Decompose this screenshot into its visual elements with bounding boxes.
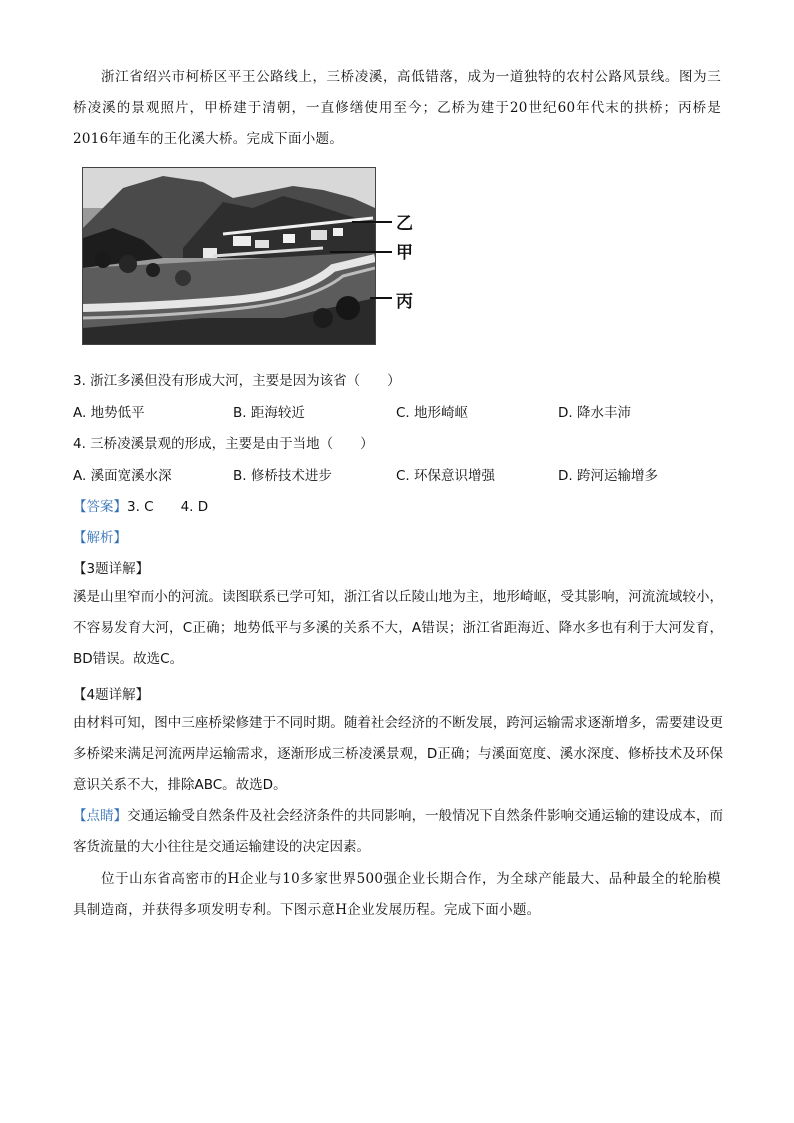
callout-label-bing: 丙	[396, 292, 413, 312]
callout-line-yi	[352, 221, 392, 223]
landscape-photo-art	[83, 168, 375, 344]
q3-option-d: D. 降水丰沛	[558, 405, 631, 421]
tip-text: 交通运输受自然条件及社会经济条件的共同影响，一般情况下自然条件影响交通运输的建设成本，而客货流量的大小往往是交通运输建设的决定因素。	[73, 808, 724, 855]
intro-passage-bridges	[73, 62, 721, 155]
tip-label: 【点睛】	[73, 808, 128, 824]
q3-option-c: C. 地形崎岖	[396, 405, 469, 421]
detail-4-label: 【4题详解】	[73, 687, 150, 703]
q4-option-a: A. 溪面宽溪水深	[73, 468, 172, 484]
callout-label-jia: 甲	[396, 243, 413, 263]
q4-option-d: D. 跨河运输增多	[558, 468, 658, 484]
q3-option-a: A. 地势低平	[73, 405, 145, 421]
q3-option-b: B. 距海较近	[233, 405, 305, 421]
callout-line-bing	[370, 297, 392, 299]
question-3-stem: 3. 浙江多溪但没有形成大河，主要是因为该省（ ）	[73, 373, 401, 389]
tip-paragraph	[73, 801, 723, 863]
callout-line-jia	[330, 251, 392, 253]
question-4-stem: 4. 三桥凌溪景观的形成，主要是由于当地（ ）	[73, 436, 374, 452]
q4-option-c: C. 环保意识增强	[396, 468, 496, 484]
detail-3-text: 溪是山里窄而小的河流。读图联系已学可知，浙江省以丘陵山地为主，地形崎岖，受其影响，河流流域较小，不容易发育大河，C正确；地势低平与多溪的关系不大，A错误；浙江省距海近、降水多也有利于大河发育，BD错误。故选C。	[73, 589, 723, 667]
landscape-photo	[82, 167, 376, 345]
answer-label: 【答案】	[73, 499, 127, 515]
q4-option-b: B. 修桥技术进步	[233, 468, 332, 484]
detail-3-label: 【3题详解】	[73, 561, 150, 577]
callout-label-yi: 乙	[396, 214, 413, 234]
answer-line	[73, 495, 208, 515]
analysis-label: 【解析】	[73, 530, 127, 546]
intro-passage-enterprise	[73, 864, 721, 926]
intro-text: 浙江省绍兴市柯桥区平王公路线上，三桥凌溪，高低错落，成为一道独特的农村公路风景线。图为三桥凌溪的景观照片，甲桥建于清朝，一直修缮使用至今；乙桥为建于20世纪60年代末的拱桥；丙桥是2016年通车的王化溪大桥。完成下面小题。	[73, 69, 721, 147]
bridge-figure	[82, 167, 442, 345]
answer-value: 3. C 4. D	[127, 499, 209, 515]
intro-2-text: 位于山东省高密市的H企业与10多家世界500强企业长期合作，为全球产能最大、品种最全的轮胎模具制造商，并获得多项发明专利。下图示意H企业发展历程。完成下面小题。	[73, 871, 721, 918]
detail-4-text: 由材料可知，图中三座桥梁修建于不同时期。随着社会经济的不断发展，跨河运输需求逐渐增多，需要建设更多桥梁来满足河流两岸运输需求，逐渐形成三桥凌溪景观，D正确；与溪面宽度、溪水深度、修桥技术及环保意识关系不大，排除ABC。故选D。	[73, 715, 723, 793]
